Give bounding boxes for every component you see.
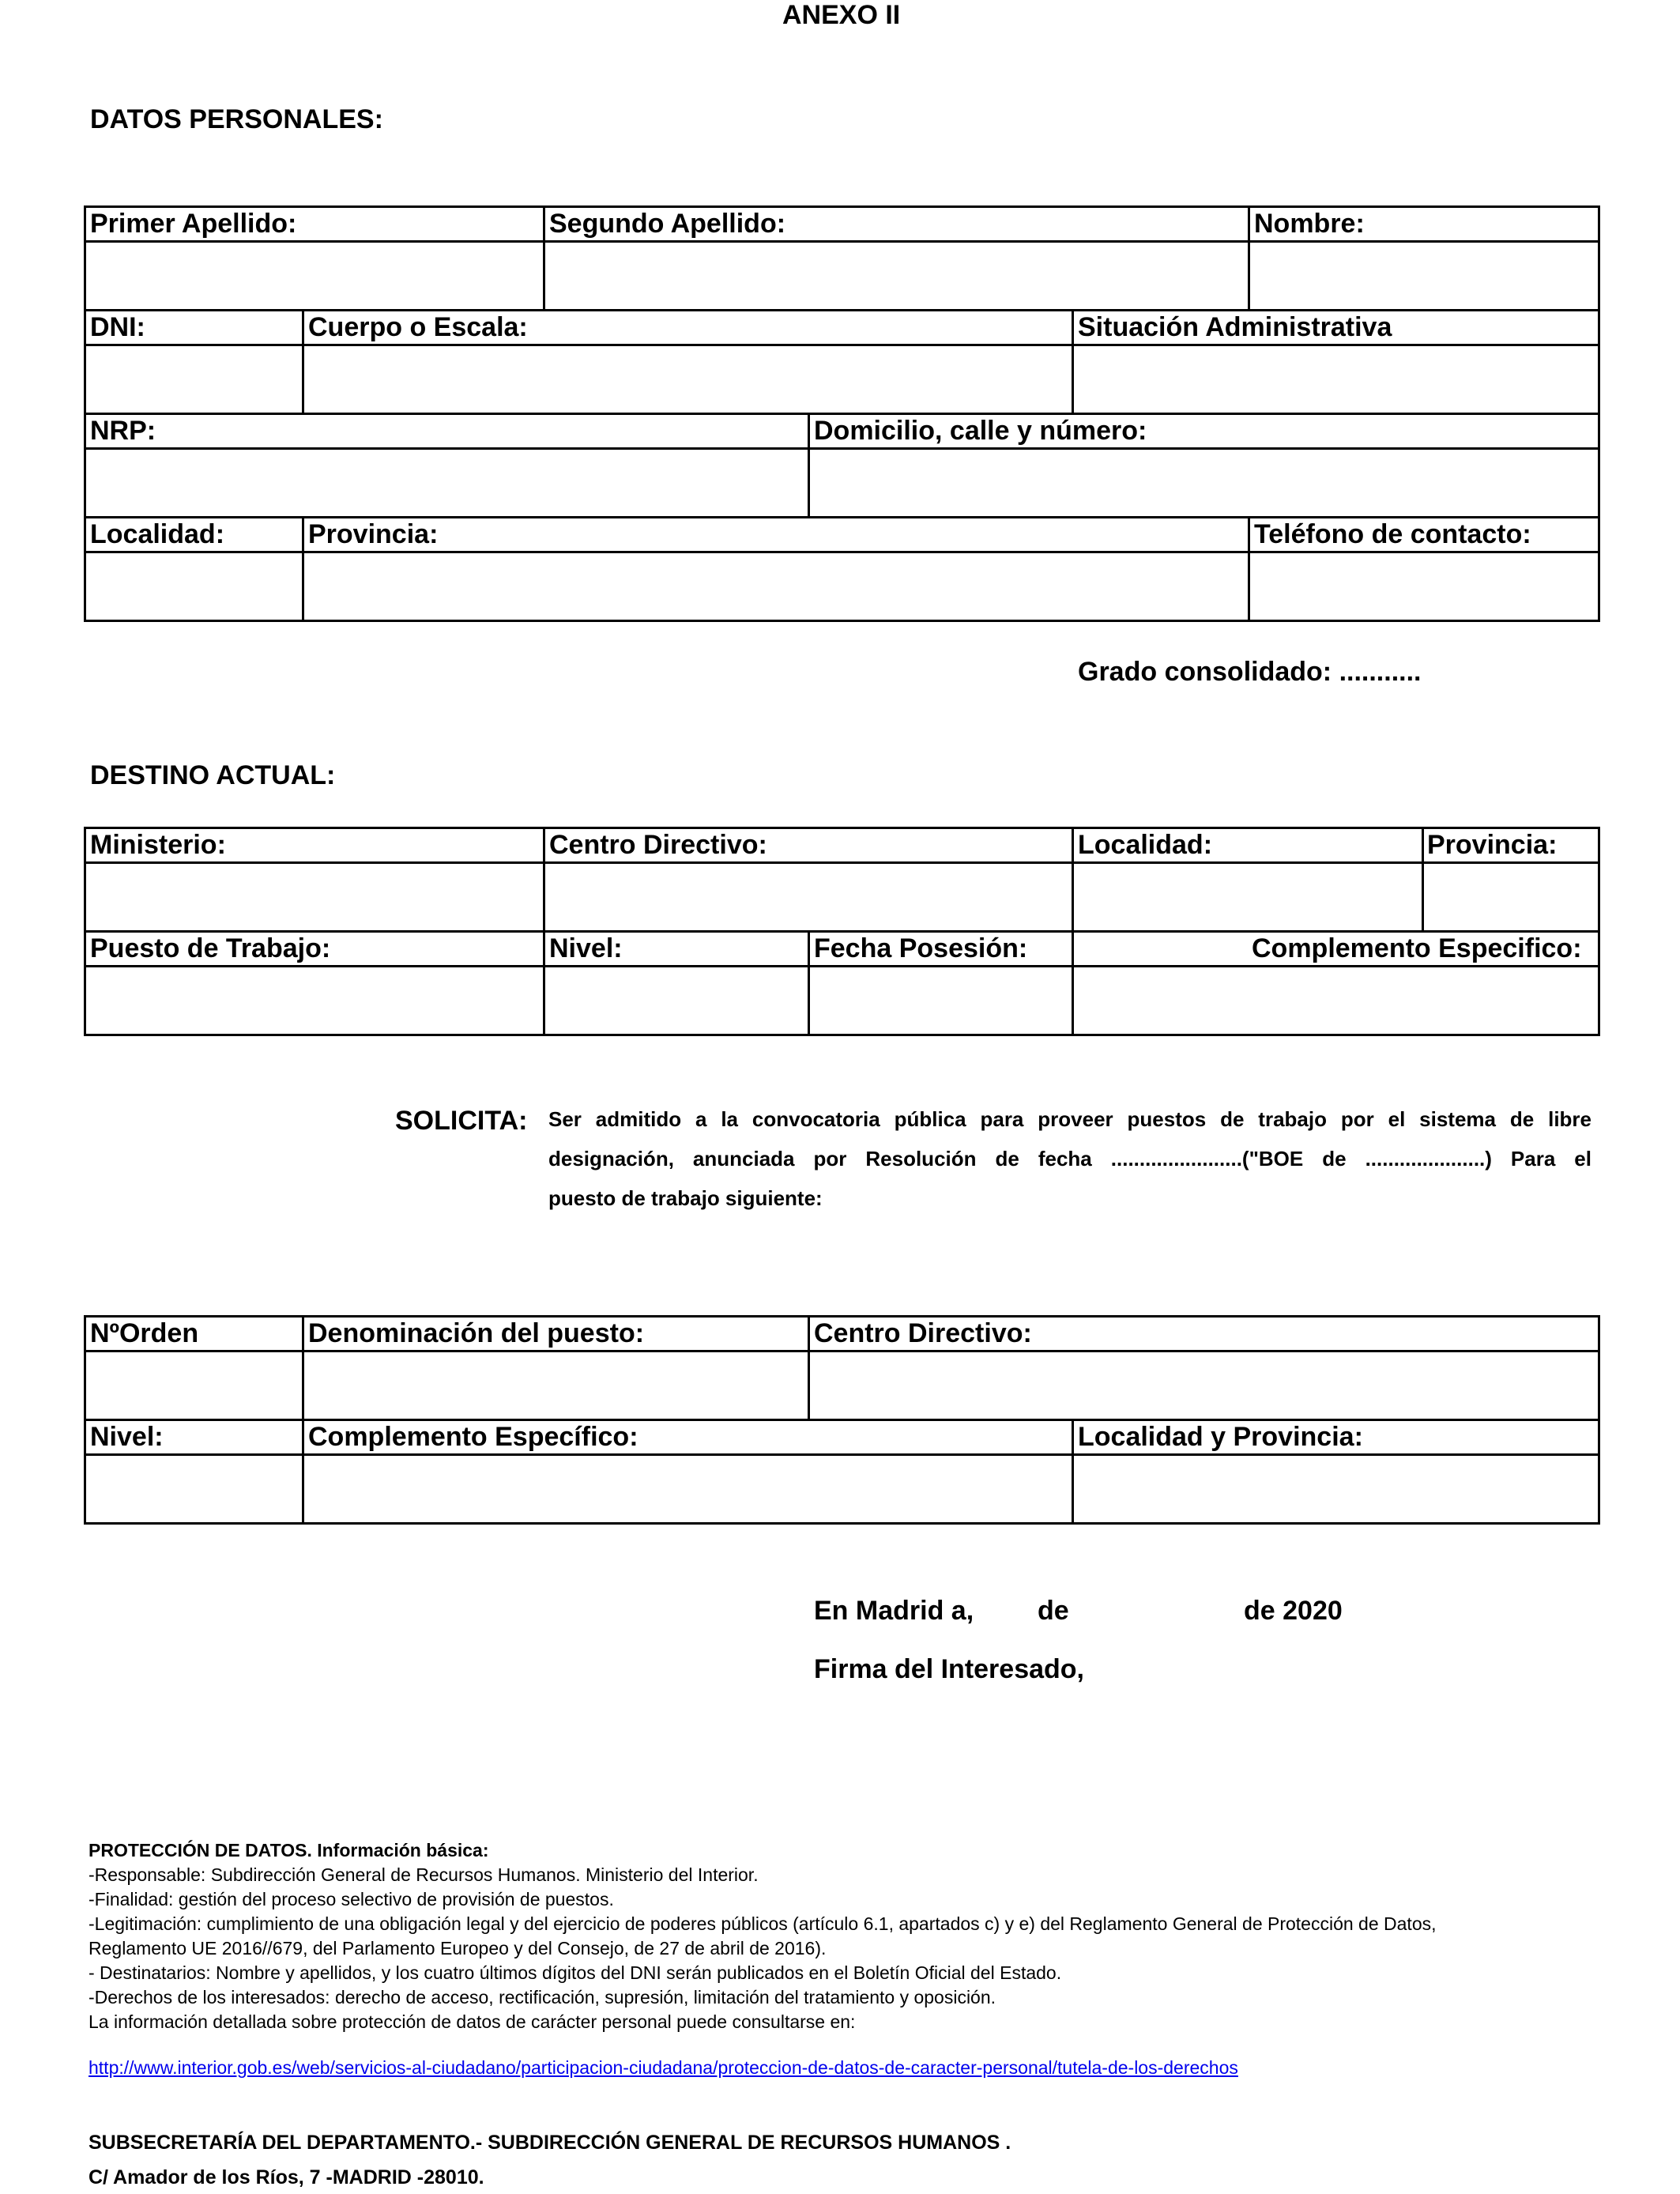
orden-label: NºOrden: [90, 1318, 199, 1348]
nrp-field[interactable]: [84, 447, 810, 518]
ministerio-field[interactable]: [84, 861, 545, 933]
solicita-line-3: puesto de trabajo siguiente:: [548, 1186, 823, 1210]
ministerio-label: Ministerio:: [90, 830, 226, 860]
section-heading-destino: DESTINO ACTUAL:: [90, 760, 336, 790]
section-heading-personal: DATOS PERSONALES:: [90, 104, 383, 134]
puesto-complemento-field[interactable]: [302, 1453, 1074, 1525]
nombre-field[interactable]: [1248, 240, 1600, 311]
puesto-nivel-label: Nivel:: [90, 1422, 164, 1452]
provincia-label: Provincia:: [308, 519, 439, 549]
situacion-field[interactable]: [1072, 344, 1600, 415]
puesto-complemento-label: Complemento Específico:: [308, 1422, 638, 1452]
proteccion-line: -Derechos de los interesados: derecho de acceso, rectificación, supresión, limitación del tratamiento y oposición.: [89, 1987, 996, 2007]
footer-line-1: SUBSECRETARÍA DEL DEPARTAMENTO.- SUBDIRECCIÓN GENERAL DE RECURSOS HUMANOS .: [89, 2132, 1011, 2154]
proteccion-line: -Legitimación: cumplimiento de una obligación legal y del ejercicio de poderes públicos (artículo 6.1, apartados c) y e) del Reglamento General de Protección de Datos,: [89, 1913, 1437, 1934]
proteccion-line: - Destinatarios: Nombre y apellidos, y los cuatro últimos dígitos del DNI serán publicados en el Boletín Oficial del Estado.: [89, 1962, 1062, 1983]
segundo-apellido-label: Segundo Apellido:: [549, 209, 786, 239]
denominacion-label: Denominación del puesto:: [308, 1318, 645, 1348]
page-title: ANEXO II: [782, 0, 901, 30]
domicilio-field[interactable]: [808, 447, 1600, 518]
puesto-centro-field[interactable]: [808, 1350, 1600, 1421]
localidad-label: Localidad:: [90, 519, 225, 549]
nombre-label: Nombre:: [1254, 209, 1365, 239]
segundo-apellido-field[interactable]: [543, 240, 1250, 311]
provincia-field[interactable]: [302, 551, 1250, 622]
grado-consolidado: Grado consolidado: ...........: [1078, 657, 1422, 687]
destino-localidad-label: Localidad:: [1078, 830, 1213, 860]
nrp-label: NRP:: [90, 416, 156, 446]
firma-interesado: Firma del Interesado,: [814, 1654, 1084, 1684]
cuerpo-field[interactable]: [302, 344, 1074, 415]
date-de-year: de 2020: [1244, 1596, 1343, 1626]
centro-directivo-field[interactable]: [543, 861, 1074, 933]
cell-nrp-label: [84, 413, 810, 450]
telefono-field[interactable]: [1248, 551, 1600, 622]
destino-provincia-field[interactable]: [1422, 861, 1600, 933]
proteccion-line: La información detallada sobre protección de datos de carácter personal puede consultarse en:: [89, 2011, 856, 2032]
primer-apellido-label: Primer Apellido:: [90, 209, 297, 239]
puesto-trabajo-label: Puesto de Trabajo:: [90, 933, 331, 963]
cuerpo-label: Cuerpo o Escala:: [308, 312, 528, 342]
dni-field[interactable]: [84, 344, 304, 415]
fecha-posesion-label: Fecha Posesión:: [814, 933, 1028, 963]
localidad-field[interactable]: [84, 551, 304, 622]
solicita-line-2: designación, anunciada por Resolución de fecha .......................("BOE de .....................) Para el: [548, 1147, 1591, 1171]
telefono-label: Teléfono de contacto:: [1254, 519, 1531, 549]
nivel-label: Nivel:: [549, 933, 623, 963]
destino-localidad-field[interactable]: [1072, 861, 1424, 933]
denominacion-field[interactable]: [302, 1350, 810, 1421]
puesto-centro-label: Centro Directivo:: [814, 1318, 1032, 1348]
date-de-1: de: [1038, 1596, 1069, 1626]
proteccion-line: -Finalidad: gestión del proceso selectivo de provisión de puestos.: [89, 1889, 614, 1909]
proteccion-link[interactable]: http://www.interior.gob.es/web/servicios-al-ciudadano/participacion-ciudadana/proteccion-de-datos-de-caracter-personal/tutela-de-los-derechos: [89, 2057, 1238, 2078]
nivel-field[interactable]: [543, 965, 810, 1036]
en-madrid-text: En Madrid a,: [814, 1596, 974, 1626]
puesto-trabajo-field[interactable]: [84, 965, 545, 1036]
situacion-label: Situación Administrativa: [1078, 312, 1392, 342]
orden-field[interactable]: [84, 1350, 304, 1421]
proteccion-line: -Responsable: Subdirección General de Recursos Humanos. Ministerio del Interior.: [89, 1864, 759, 1885]
localidad-provincia-field[interactable]: [1072, 1453, 1600, 1525]
puesto-nivel-field[interactable]: [84, 1453, 304, 1525]
fecha-posesion-field[interactable]: [808, 965, 1074, 1036]
cell-provincia-label: [302, 516, 1250, 553]
centro-directivo-label: Centro Directivo:: [549, 830, 767, 860]
solicita-label: SOLICITA:: [395, 1106, 528, 1136]
proteccion-line: Reglamento UE 2016//679, del Parlamento Europeo y del Consejo, de 27 de abril de 2016).: [89, 1938, 827, 1958]
complemento-especifico-label: Complemento Especifico:: [1252, 933, 1582, 963]
domicilio-label: Domicilio, calle y número:: [814, 416, 1147, 446]
destino-provincia-label: Provincia:: [1427, 830, 1558, 860]
dni-label: DNI:: [90, 312, 145, 342]
localidad-provincia-label: Localidad y Provincia:: [1078, 1422, 1363, 1452]
complemento-especifico-field[interactable]: [1072, 965, 1600, 1036]
proteccion-heading: PROTECCIÓN DE DATOS. Información básica:: [89, 1840, 489, 1860]
solicita-line-1: Ser admitido a la convocatoria pública para proveer puestos de trabajo por el sistema de libre: [548, 1107, 1591, 1131]
primer-apellido-field[interactable]: [84, 240, 545, 311]
footer-line-2: C/ Amador de los Ríos, 7 -MADRID -28010.: [89, 2166, 484, 2188]
